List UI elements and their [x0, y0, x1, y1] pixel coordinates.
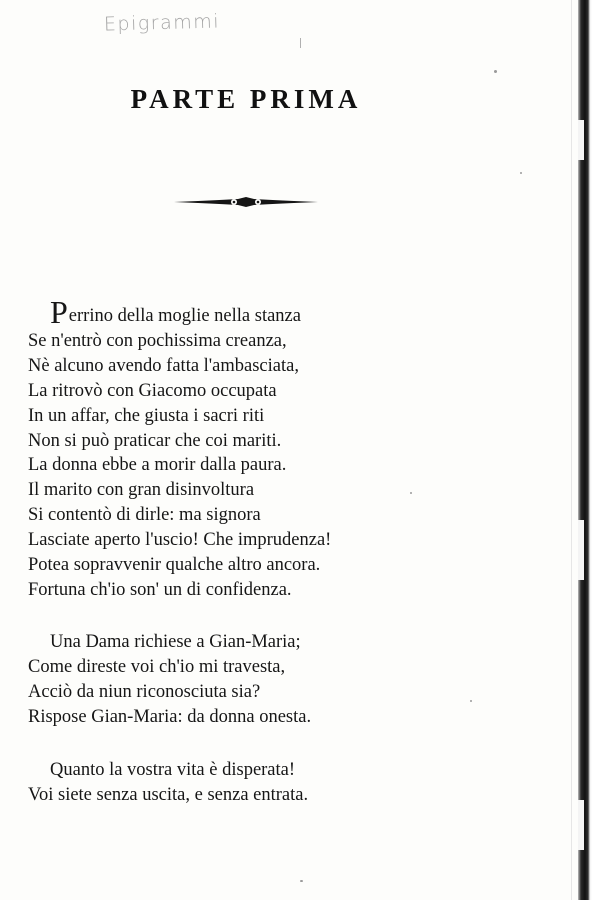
pencil-tick-mark	[300, 38, 301, 48]
page-edge-line	[571, 0, 572, 900]
paper-speck	[520, 172, 522, 174]
binding-wear-mark	[578, 800, 584, 850]
poem-line: Voi siete senza uscita, e senza entrata.	[28, 784, 309, 805]
poem-line: Una Dama richiese a Gian-Maria;	[50, 632, 301, 652]
poem-line	[28, 294, 448, 330]
binding-wear-mark	[578, 120, 584, 160]
poem-line-text: errino della moglie nella stanza	[68, 306, 301, 326]
ornament-divider-icon	[172, 194, 320, 210]
epigram-2	[28, 630, 448, 730]
poem-line: Il marito con gran disinvoltura	[28, 480, 255, 501]
paper-speck	[410, 492, 412, 494]
poem-line: Si contentò di dirle: ma signora	[28, 505, 261, 526]
poem-line: Nè alcuno avendo fatta l'ambasciata,	[28, 355, 299, 376]
binding-wear-mark	[578, 520, 584, 580]
epigram-1	[28, 294, 448, 603]
poem-line: In un affar, che giusta i sacri riti	[28, 405, 265, 426]
poem-line: Fortuna ch'io son' un di confidenza.	[28, 579, 292, 600]
drop-cap: P	[50, 294, 68, 330]
poem-line: La donna ebbe a morir dalla paura.	[28, 455, 287, 476]
poem-line: Lasciate aperto l'uscio! Che imprudenza!	[28, 530, 332, 551]
epigram-3	[28, 758, 448, 808]
paper-speck	[300, 880, 303, 882]
handwritten-note: Epigrammi	[103, 10, 221, 36]
part-title: PARTE PRIMA	[130, 84, 362, 114]
poem-line: Non si può praticar che coi mariti.	[28, 430, 282, 451]
poem-line: Acciò da niun riconosciuta sia?	[28, 681, 261, 702]
poem-line: Come direste voi ch'io mi travesta,	[28, 656, 286, 677]
paper-speck	[470, 700, 472, 702]
poem-line: Se n'entrò con pochissima creanza,	[28, 330, 287, 351]
poem-line: Potea sopravvenir qualche altro ancora.	[28, 555, 321, 576]
poem-line: La ritrovò con Giacomo occupata	[28, 380, 277, 401]
poem-line: Quanto la vostra vita è disperata!	[50, 760, 296, 780]
poem-line: Rispose Gian-Maria: da donna onesta.	[28, 706, 312, 727]
paper-speck	[494, 70, 497, 73]
